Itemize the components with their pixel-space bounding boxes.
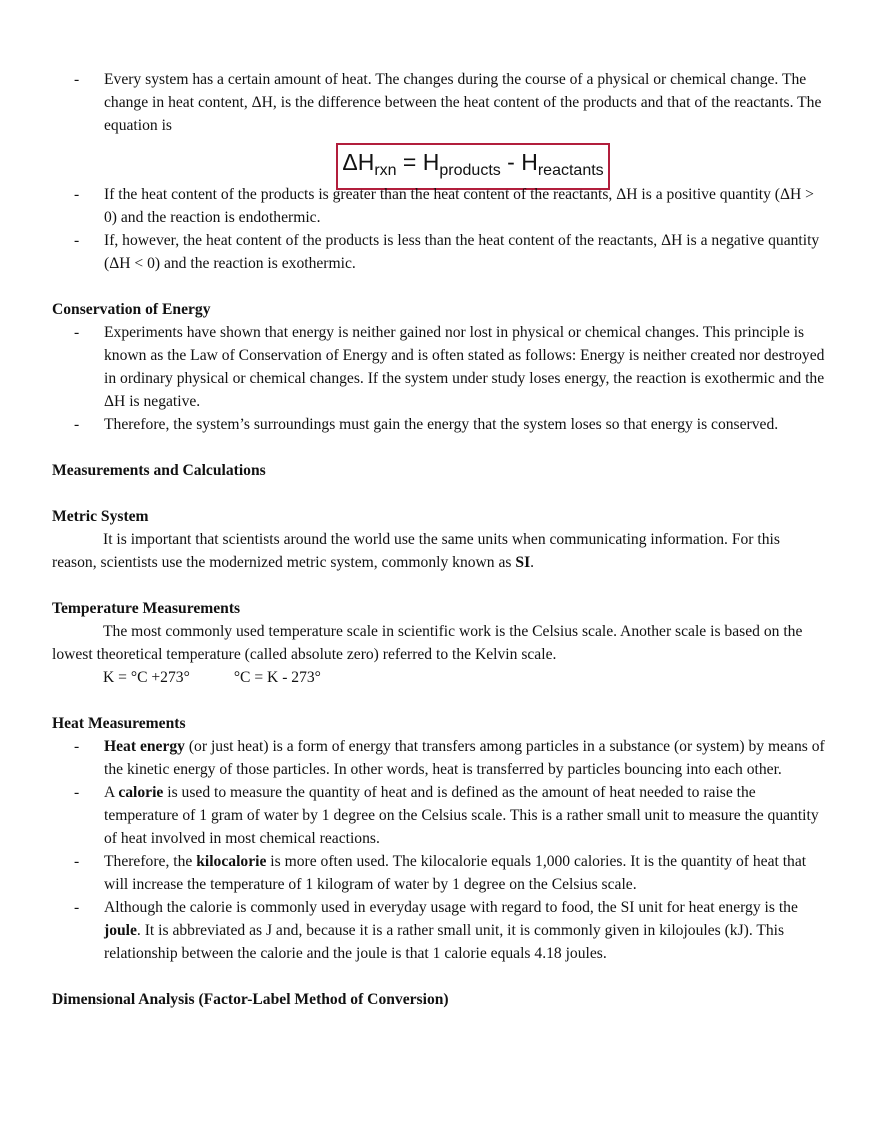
eq-term2: H: [521, 149, 538, 175]
section-heading-metric: Metric System: [52, 508, 149, 525]
bullet-text: If, however, the heat content of the products is less than the heat content of the reactants, ΔH is a negative quantity (ΔH < 0) and the reaction is exothermic.: [104, 232, 820, 272]
list-item: [52, 321, 828, 413]
eq-term1: H: [422, 149, 440, 175]
term-joule: joule: [104, 922, 137, 939]
bullet-text: Every system has a certain amount of heat. The changes during the course of a physical or chemical change. The change in heat content, ΔH, is the difference between the heat content of the products and that of the reactants. The equation is: [104, 71, 822, 134]
temperature-paragraph: The most commonly used temperature scale in scientific work is the Celsius scale. Another scale is based on the lowest theoretical temperature (called absolute zero) referred to the Kelvin scale.: [52, 623, 803, 663]
bullet-text: Therefore, the kilocalorie is more often used. The kilocalorie equals 1,000 calories. It is the quantity of heat that will increase the temperature of 1 kilogram of water by 1 degree on the Celsius scale.: [104, 853, 807, 893]
celsius-formula: °C = K - 273°: [233, 669, 321, 686]
temperature-formulas: [52, 666, 828, 689]
term-calorie: calorie: [118, 784, 164, 801]
conservation-list: [52, 321, 828, 436]
heat-content-list: [52, 68, 828, 137]
list-item: [52, 896, 828, 965]
bullet-text: Therefore, the system’s surroundings must gain the energy that the system loses so that energy is conserved.: [104, 416, 779, 433]
bullet-dash: -: [74, 899, 80, 916]
bullet-dash: -: [74, 416, 80, 433]
section-heading-dimensional: Dimensional Analysis (Factor-Label Method of Conversion): [52, 991, 449, 1008]
bullet-dash: -: [74, 853, 80, 870]
bullet-text: A calorie is used to measure the quantity of heat and is defined as the amount of heat needed to raise the temperature of 1 gram of water by 1 degree on the Celsius scale. This is a rather small unit to measure the quantity of heat involved in most chemical reactions.: [104, 784, 819, 847]
metric-end: .: [530, 554, 535, 571]
list-item: [52, 781, 828, 850]
bullet-dash: -: [74, 186, 80, 203]
term-heat-energy: Heat energy: [104, 738, 185, 755]
section-heading-measurements: Measurements and Calculations: [52, 462, 266, 479]
eq-term2-sub: reactants: [537, 162, 604, 179]
document-body: [52, 68, 828, 1011]
eq-minus: -: [500, 149, 522, 175]
list-item: [52, 850, 828, 896]
eq-lhs-sub: rxn: [374, 162, 397, 179]
bullet-dash: -: [74, 738, 80, 755]
list-item: [52, 735, 828, 781]
bullet-text: Experiments have shown that energy is neither gained nor lost in physical or chemical changes. This principle is known as the Law of Conservation of Energy and is often stated as follows: Energy is neither created nor destroyed in ordinary physical or chemical changes. If the system under study loses energy, the reaction is exothermic and the ΔH is negative.: [104, 324, 825, 410]
equation-container: [52, 137, 828, 183]
si-term: SI: [515, 554, 531, 571]
bullet-dash: -: [74, 324, 80, 341]
sign-list: [52, 183, 828, 275]
bullet-text: Although the calorie is commonly used in everyday usage with regard to food, the SI unit for heat energy is the joule. It is abbreviated as J and, because it is a rather small unit, it is commonly given in kilojoules (kJ). This relationship between the calorie and the joule is that 1 calorie equals 4.18 joules.: [104, 899, 798, 962]
eq-lhs: ΔH: [342, 149, 375, 175]
heat-list: [52, 735, 828, 965]
section-heading-heat: Heat Measurements: [52, 715, 186, 732]
bullet-dash: -: [74, 784, 80, 801]
kelvin-formula: K = °C +273°: [103, 669, 190, 686]
bullet-dash: -: [74, 232, 80, 249]
list-item: [52, 183, 828, 229]
bullet-text: If the heat content of the products is greater than the heat content of the reactants, ΔH is a positive quantity (ΔH > 0) and the reaction is endothermic.: [104, 186, 814, 226]
bullet-text: Heat energy (or just heat) is a form of energy that transfers among particles in a substance (or system) by means of the kinetic energy of those particles. In other words, heat is transferred by particles bouncing into each other.: [104, 738, 825, 778]
metric-text: It is important that scientists around the world use the same units when communicating information. For this reason, scientists use the modernized metric system, commonly known as: [52, 531, 780, 571]
eq-term1-sub: products: [439, 162, 501, 179]
section-heading-conservation: Conservation of Energy: [52, 301, 211, 318]
metric-paragraph: [52, 528, 828, 574]
list-item: [52, 229, 828, 275]
list-item: [52, 68, 828, 137]
eq-equals: =: [396, 149, 423, 175]
term-kilocalorie: kilocalorie: [196, 853, 267, 870]
section-heading-temperature: Temperature Measurements: [52, 600, 241, 617]
list-item: [52, 413, 828, 436]
bullet-dash: -: [74, 71, 80, 88]
